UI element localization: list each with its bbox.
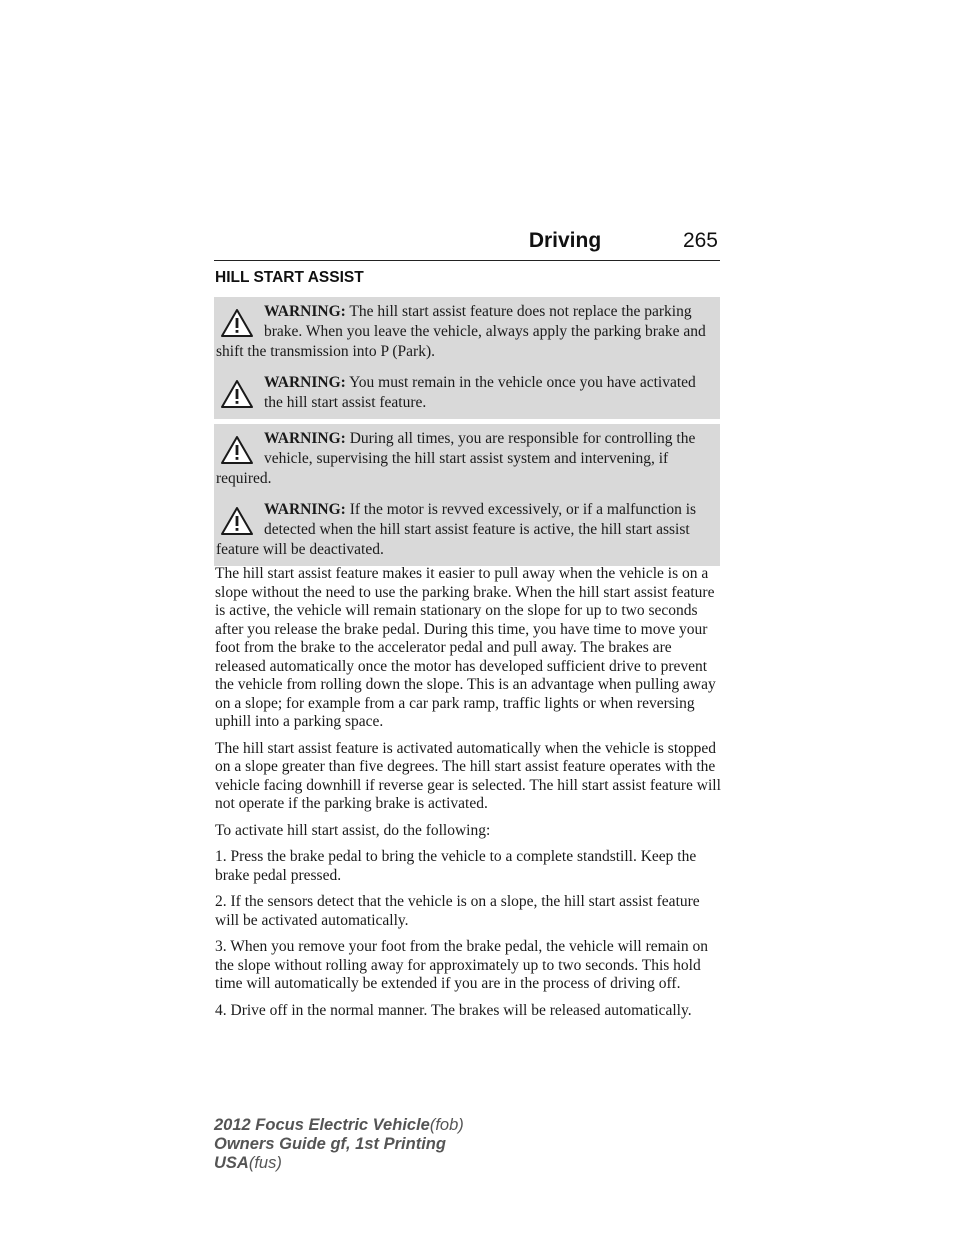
body-text (215, 565, 723, 1028)
warning-text: You must remain in the vehicle once you have activated the hill start assist feature. (264, 374, 696, 411)
warning-text: The hill start assist feature does not replace the parking brake. When you leave the vehicle, always apply the parking brake and shift the transmission into P (Park). (216, 303, 706, 360)
warning-box-2 (214, 368, 720, 419)
step-3: 3. When you remove your foot from the brake pedal, the vehicle will remain on the slope without rolling away for approximately up to two seconds. This hold time will automatically be extended if you are in the process of driving off. (215, 938, 708, 992)
warning-label: WARNING: (264, 501, 346, 518)
warning-box-3 (214, 424, 720, 495)
warning-triangle-icon (220, 308, 254, 338)
warning-box-4 (214, 495, 720, 566)
footer (214, 1116, 464, 1173)
warning-box-1 (214, 297, 720, 368)
paragraph-activation: The hill start assist feature is activated automatically when the vehicle is stopped on a slope greater than five degrees. The hill start assist feature operates with the vehicle facing downhill if reverse gear is selected. The hill start assist feature will not operate if the parking brake is activated. (215, 739, 721, 812)
warning-label: WARNING: (264, 303, 346, 320)
footer-line-1 (214, 1116, 464, 1135)
footer-market-code: (fus) (248, 1154, 282, 1172)
page-header (214, 226, 720, 261)
warning-label: WARNING: (264, 430, 346, 447)
footer-market: USA (214, 1154, 249, 1172)
step-4: 4. Drive off in the normal manner. The brakes will be released automatically. (215, 1001, 692, 1019)
footer-line-3 (214, 1154, 464, 1173)
section-title: HILL START ASSIST (215, 269, 364, 286)
warning-text: During all times, you are responsible for controlling the vehicle, supervising the hill start assist system and intervening, if required. (216, 430, 696, 487)
step-1: 1. Press the brake pedal to bring the vehicle to a complete standstill. Keep the brake pedal pressed. (215, 848, 697, 884)
page-number: 265 (682, 229, 718, 252)
warning-triangle-icon (220, 435, 254, 465)
warning-label: WARNING: (264, 374, 346, 391)
paragraph-overview: The hill start assist feature makes it easier to pull away when the vehicle is on a slope without the need to use the parking brake. When the hill start assist feature is active, the vehicle will remain stationary on the slope for up to two seconds after you release the brake pedal. During this time, you have time to move your foot from the brake to the accelerator pedal and pull away. The brakes are released automatically once the motor has developed sufficient drive to prevent the vehicle from rolling down the slope. This is an advantage when pulling away on a slope; for example from a car park ramp, traffic lights or when reversing uphill into a parking space. (215, 565, 716, 730)
warning-triangle-icon (220, 506, 254, 536)
warning-text: If the motor is revved excessively, or if a malfunction is detected when the hill start assist feature is active, the hill start assist feature will be deactivated. (216, 501, 697, 558)
footer-vehicle-code: (fob) (429, 1116, 464, 1134)
footer-line-2: Owners Guide gf, 1st Printing (214, 1135, 446, 1153)
paragraph-instructions-intro: To activate hill start assist, do the following: (215, 821, 491, 839)
warning-triangle-icon (220, 379, 254, 409)
step-2: 2. If the sensors detect that the vehicle is on a slope, the hill start assist feature will be activated automatically. (215, 893, 700, 929)
footer-vehicle: 2012 Focus Electric Vehicle (214, 1116, 430, 1134)
section-name: Driving (528, 229, 602, 252)
